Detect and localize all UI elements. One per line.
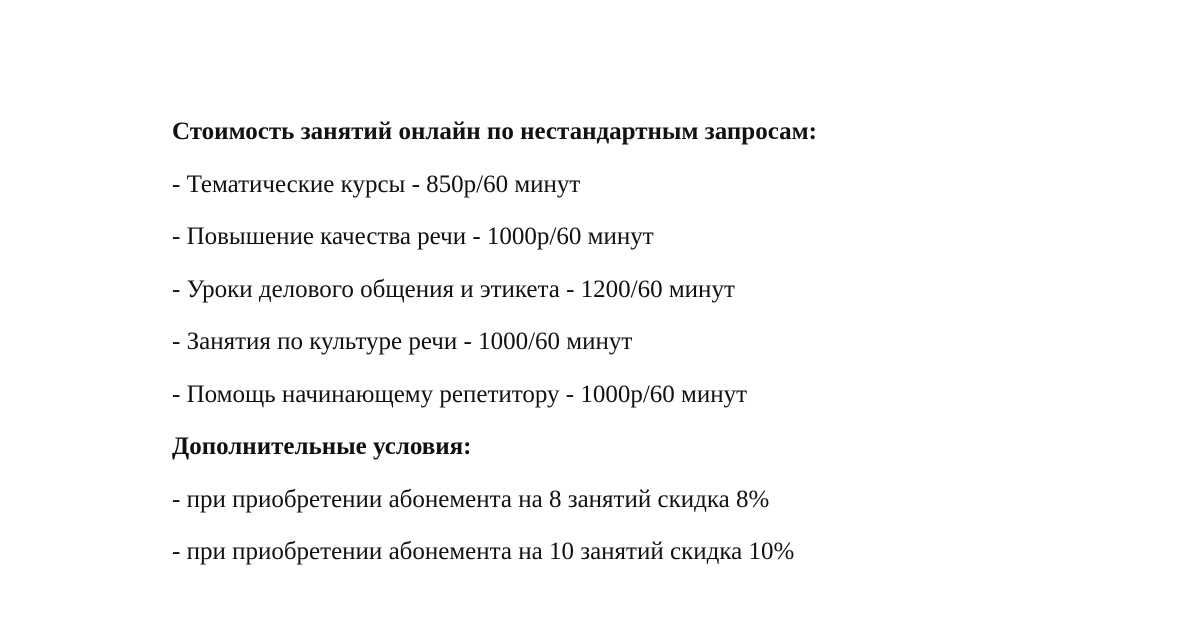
price-item: - Повышение качества речи - 1000р/60 минут <box>172 223 654 250</box>
document-body <box>172 114 1172 587</box>
condition-item: - при приобретении абонемента на 8 занятий скидка 8% <box>172 485 770 513</box>
prices-heading: Стоимость занятий онлайн по нестандартным запросам: <box>172 118 817 145</box>
price-item: - Уроки делового общения и этикета - 1200/60 минут <box>172 275 735 303</box>
conditions-heading: Дополнительные условия: <box>172 433 472 460</box>
price-item: - Помощь начинающему репетитору - 1000р/60 минут <box>172 380 748 408</box>
price-item: - Занятия по культуре речи - 1000/60 минут <box>172 328 633 355</box>
price-item: - Тематические курсы - 850р/60 минут <box>172 170 581 198</box>
condition-item: - при приобретении абонемента на 10 занятий скидка 10% <box>172 538 795 565</box>
